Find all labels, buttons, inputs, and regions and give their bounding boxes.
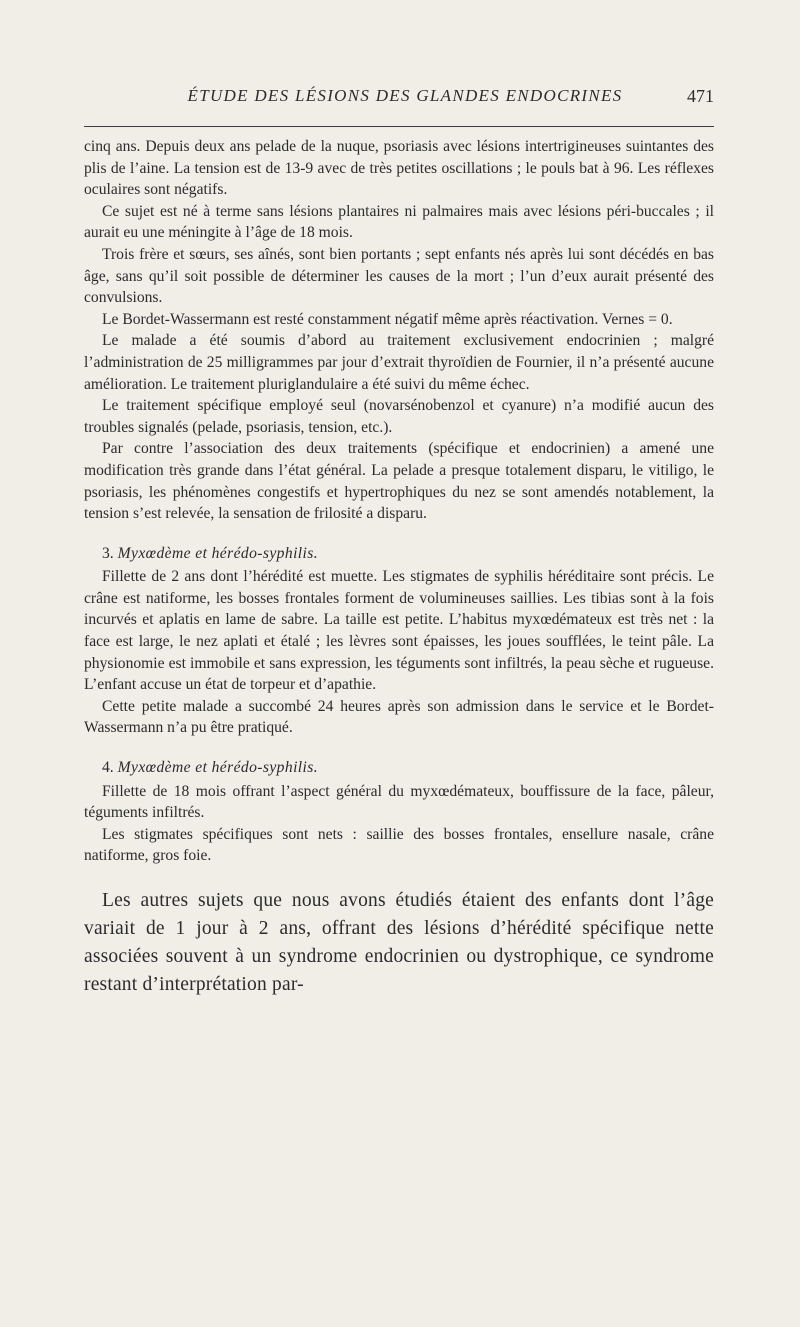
paragraph: Par contre l’association des deux traitements (spécifique et endocrinien) a amené une modification très grande dans l’état général. La pelade a presque totalement disparu, le vitiligo, le psoriasis, les phénomènes congestifs et hypertrophiques du nez se sont amendés notablement, la tension s’est relevée, la sensation de frilosité a disparu.: [84, 440, 714, 523]
section-number: 4.: [102, 759, 114, 777]
paragraph: cinq ans. Depuis deux ans pelade de la nuque, psoriasis avec lésions intertrigineuses suintantes des plis de l’aine. La tension est de 13-9 avec de très petites oscillations ; le pouls bat à 96. Les réflexes oculaires sont négatifs.: [84, 138, 714, 199]
paragraph: Ce sujet est né à terme sans lésions plantaires ni palmaires mais avec lésions péri-buccales ; il aurait eu une méningite à l’âge de 18 mois.: [84, 202, 714, 242]
paragraph: Les stigmates spécifiques sont nets : saillie des bosses frontales, ensellure nasale, crâne natiforme, gros foie.: [84, 825, 714, 865]
paragraph: Le traitement spécifique employé seul (novarsénobenzol et cyanure) n’a modifié aucun des troubles signalés (pelade, psoriasis, tension, etc.).: [84, 397, 714, 436]
page-header: [84, 86, 714, 114]
header-rule: [84, 126, 714, 127]
page-body: [84, 136, 714, 1019]
running-title: ÉTUDE DES LÉSIONS DES GLANDES ENDOCRINES: [187, 86, 623, 105]
section-heading-3: [102, 543, 714, 565]
section-title: Myxœdème et hérédo-syphilis.: [117, 759, 319, 777]
paragraph: Trois frère et sœurs, ses aînés, sont bien portants ; sept enfants nés après lui sont décédés en bas âge, sans qu’il soit possible de déterminer les causes de la mort ; l’un d’eux aurait présenté des convulsions.: [84, 245, 714, 307]
page-number: 471: [687, 86, 714, 106]
paragraph: Le Bordet-Wassermann est resté constamment négatif même après réactivation. Vernes = 0.: [102, 310, 673, 328]
paragraph: Fillette de 2 ans dont l’hérédité est muette. Les stigmates de syphilis héréditaire sont précis. Le crâne est natiforme, les bosses frontales forment de volumineuses saillies. Les tibias sont à la fois incurvés et aplatis en lame de sabre. La taille est petite. L’habitus myxœdémateux est très net : la face est large, le nez aplati et étalé ; les lèvres sont épaisses, les joues soufflées, le teint pâle. La physionomie est immobile et sans expression, les téguments sont infiltrés, la peau sèche et rugueuse. L’enfant accuse un état de torpeur et d’apathie.: [84, 568, 714, 694]
section-number: 3.: [102, 544, 114, 562]
paragraph: Fillette de 18 mois offrant l’aspect général du myxœdémateux, bouffissure de la face, pâleur, téguments infiltrés.: [84, 782, 714, 822]
paragraph: Le malade a été soumis d’abord au traitement exclusivement endocrinien ; malgré l’administration de 25 milligrammes par jour d’extrait thyroïdien de Fournier, il n’a présenté aucune amélioration. Le traitement pluriglandulaire a été suivi du même échec.: [84, 332, 714, 393]
section-title: Myxœdème et hérédo-syphilis.: [117, 544, 319, 562]
section-heading-4: [102, 757, 714, 779]
paragraph: Cette petite malade a succombé 24 heures après son admission dans le service et le Bordet-Wassermann n’a pu être pratiqué.: [84, 697, 714, 737]
closing-paragraph: Les autres sujets que nous avons étudiés étaient des enfants dont l’âge variait de 1 jour à 2 ans, offrant des lésions d’hérédité spécifique nette associées souvent à un syndrome endocrinien ou dystrophique, ce syndrome restant d’interprétation par-: [84, 890, 714, 995]
